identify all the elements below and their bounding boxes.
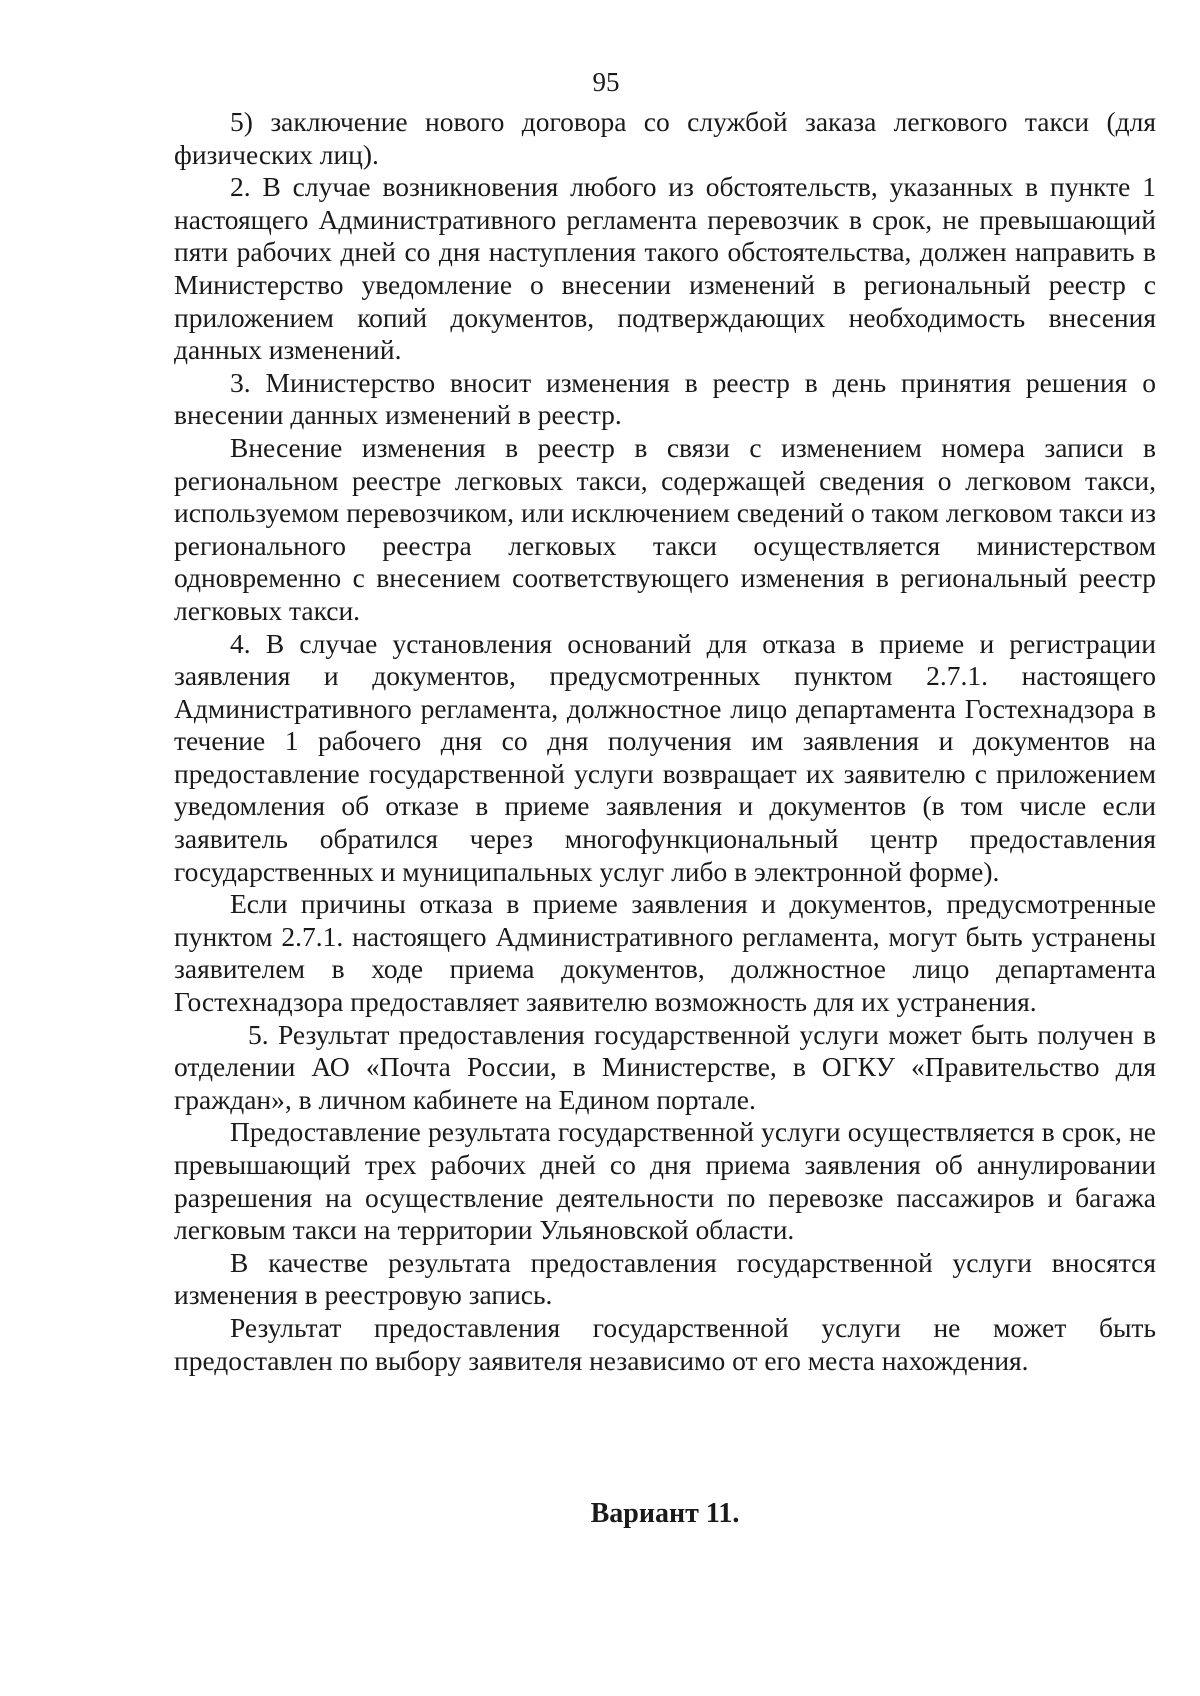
paragraph-result-location: Результат предоставления государственной услуги не может быть предоставлен по выбору заявителя независимо от его места нахождения. [174, 1311, 1156, 1376]
paragraph-result-term: Предоставление результата государственной услуги осуществляется в срок, не превышающий трех рабочих дней со дня приема заявления об аннулировании разрешения на осуществление деятельности по перевозке пассажиров и багажа легковым такси на территории Ульяновской области. [174, 1116, 1156, 1246]
page-number: 95 [592, 67, 620, 97]
paragraph-clause-4: 4. В случае установления оснований для отказа в приеме и регистрации заявления и документов, предусмотренных пунктом 2.7.1. настоящего Административного регламента, должностное лицо департамента Гостехнадзора в течение 1 рабочего дня со дня получения им заявления и документов на предоставление государственной услуги возвращает их заявителю с приложением уведомления об отказе в приеме заявления и документов (в том числе если заявитель обратился через многофункциональный центр предоставления государственных и муниципальных услуг либо в электронной форме). [174, 627, 1156, 887]
paragraph-clause-2: 2. В случае возникновения любого из обстоятельств, указанных в пункте 1 настоящего Административного регламента перевозчик в срок, не превышающий пяти рабочих дней со дня наступления такого обстоятельства, должен направить в Министерство уведомление о внесении изменений в региональный реестр с приложением копий документов, подтверждающих необходимость внесения данных изменений. [174, 171, 1156, 366]
variant-heading: Вариант 11. [590, 1498, 740, 1529]
paragraph-clause-5: 5. Результат предоставления государственной услуги может быть получен в отделении АО «Почта России, в Министерстве, в ОГКУ «Правительство для граждан», в личном кабинете на Едином портале. [174, 1018, 1156, 1115]
paragraph-registry-change: Внесение изменения в реестр в связи с изменением номера записи в региональном реестре легковых такси, содержащей сведения о легковом такси, используемом перевозчиком, или исключением сведений о таком легковом такси из регионального реестра легковых такси осуществляется министерством одновременно с внесением соответствующего изменения в региональный реестр легковых такси. [174, 431, 1156, 626]
paragraph-result-entry: В качестве результата предоставления государственной услуги вносятся изменения в реестровую запись. [174, 1246, 1156, 1311]
document-body [174, 106, 1156, 1377]
paragraph-refusal-reasons: Если причины отказа в приеме заявления и документов, предусмотренные пунктом 2.7.1. настоящего Административного регламента, могут быть устранены заявителем в ходе приема документов, должностное лицо департамента Гостехнадзора предоставляет заявителю возможность для их устранения. [174, 888, 1156, 1018]
paragraph-item-5: 5) заключение нового договора со службой заказа легкового такси (для физических лиц). [174, 106, 1156, 170]
paragraph-clause-3: 3. Министерство вносит изменения в реестр в день принятия решения о внесении данных изменений в реестр. [174, 366, 1156, 431]
